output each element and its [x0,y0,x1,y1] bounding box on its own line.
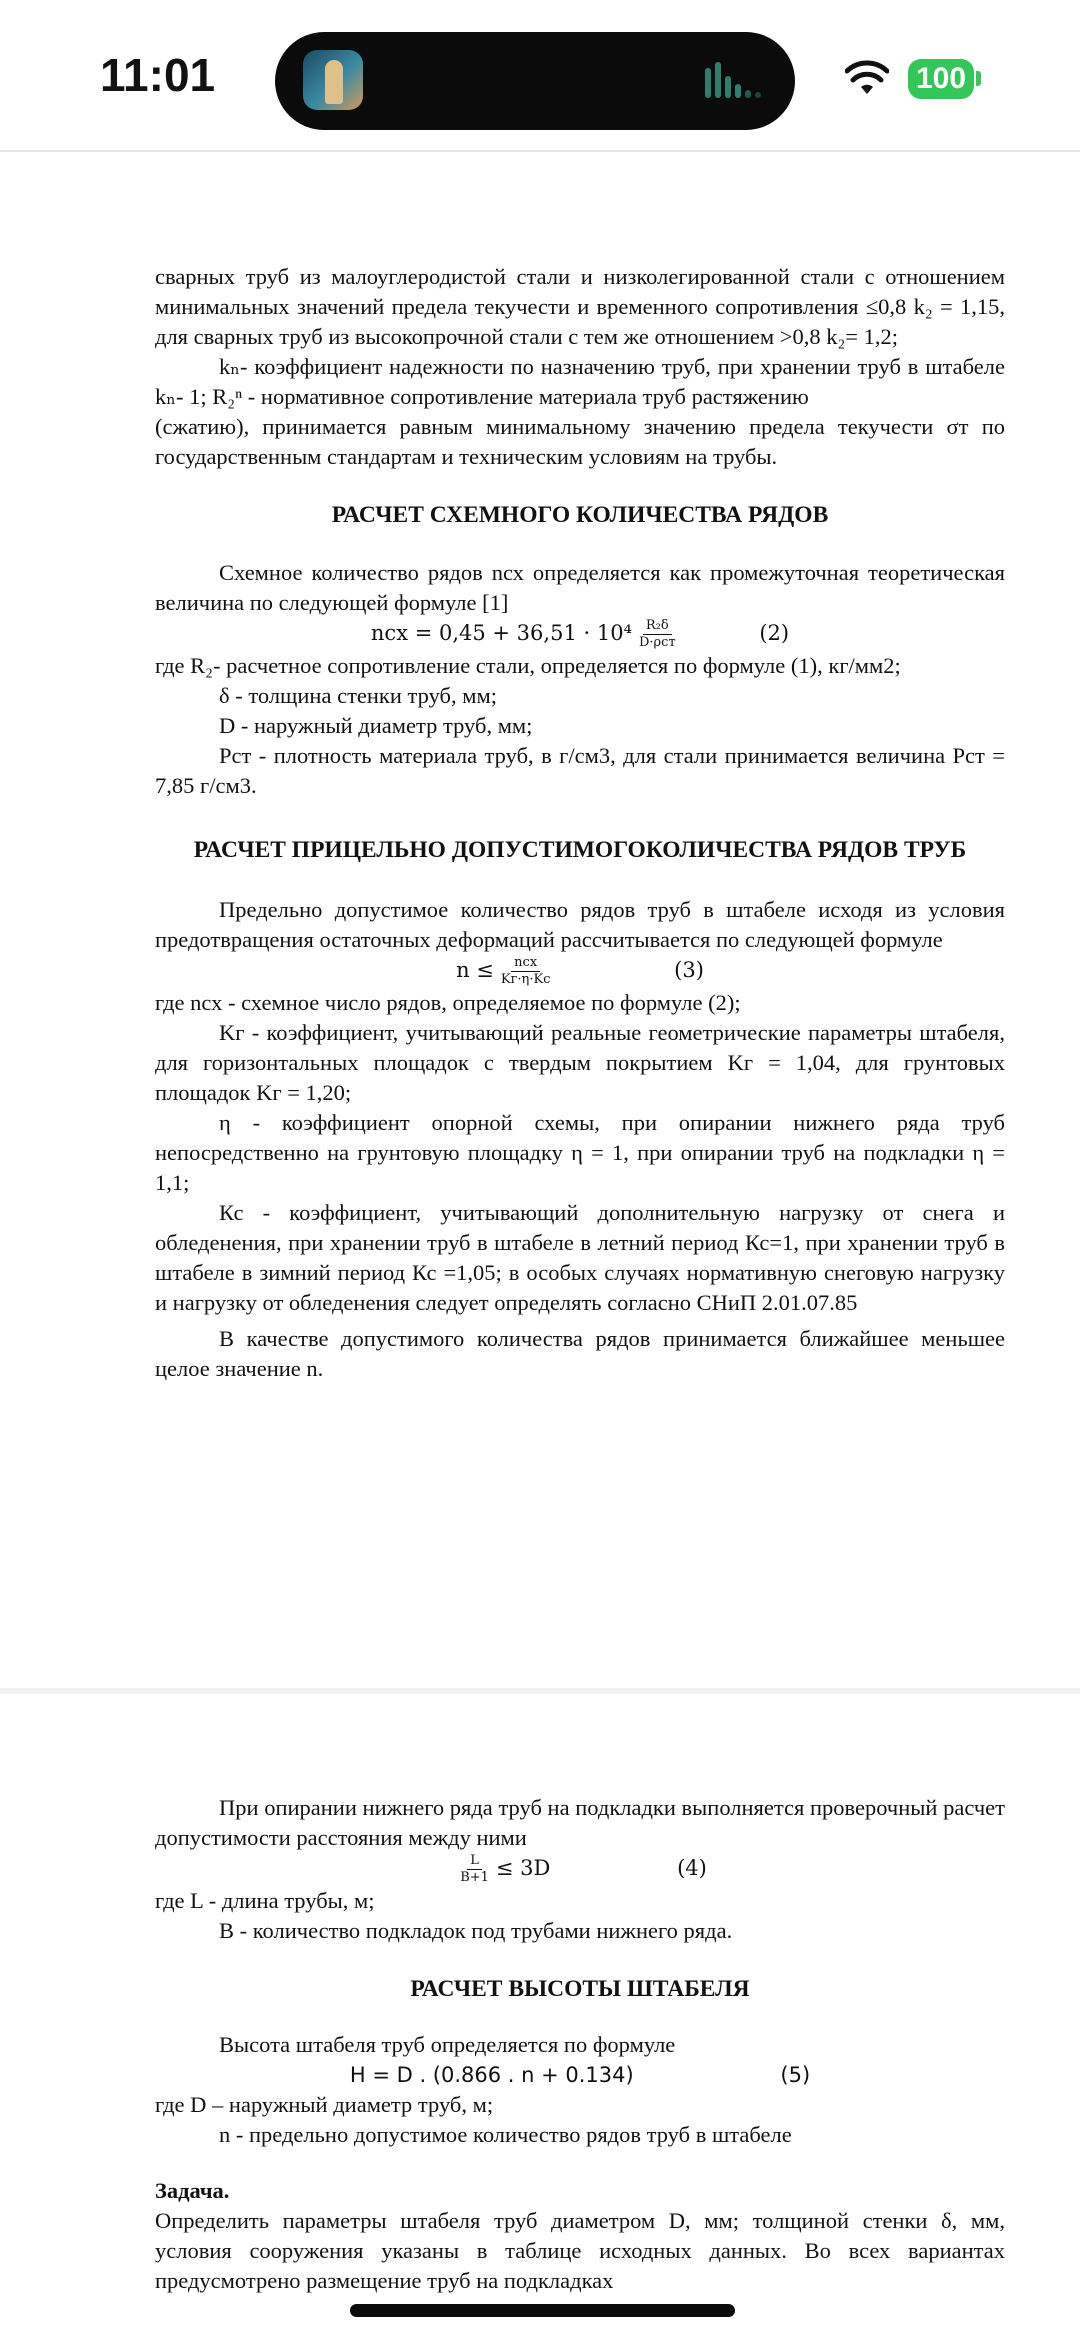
page-separator [0,1688,1080,1694]
paragraph: где nсх - схемное число рядов, определяемое по формуле (2); [155,990,741,1015]
now-playing-thumbnail[interactable] [303,50,363,110]
paragraph: Kг - коэффициент, учитывающий реальные геометрические параметры штабеля, для горизонтальных площадок с твердым покрытием Kг = 1,04, для грунтовых площадок Kг = 1,20; [155,1020,1005,1105]
formula-expression: nсх = 0,45 + 36,51 · 10⁴ [370,621,632,645]
formula-expression: n ≤ [456,958,494,982]
paragraph: D - наружный диаметр труб, мм; [219,713,533,738]
paragraph: В - количество подкладок под трубами нижнего ряда. [219,1918,733,1943]
home-indicator[interactable] [350,2304,735,2317]
paragraph: Схемное количество рядов nсх определяется как промежуточная теоретическая величина по следующей формуле [1] [155,560,1005,615]
section-heading: РАСЧЕТ СХЕМНОГО КОЛИЧЕСТВА РЯДОВ [331,502,829,528]
paragraph: где D – наружный диаметр труб, м; [155,2092,494,2117]
task-text: Определить параметры штабеля труб диаметром D, мм; толщиной стенки δ, мм, условия сооружения указаны в таблице исходных данных. Во всех вариантах предусмотрено размещение труб на подкладках [155,2208,1005,2293]
fraction-numerator: R₂δ [643,618,672,635]
clock: 11:01 [100,49,216,101]
section-heading: РАСЧЕТ ВЫСОТЫ ШТАБЕЛЯ [410,1976,750,2002]
fraction [457,1853,492,1886]
paragraph: При опирании нижнего ряда труб на подкладки выполняется проверочный расчет допустимости расстояния между ними [155,1795,1005,1850]
fraction-numerator: L [467,1853,482,1870]
paragraph: δ - толщина стенки труб, мм; [219,683,497,708]
status-bar [0,0,1080,152]
paragraph: Кс - коэффициент, учитывающий дополнительную нагрузку от снега и обледенения, при хранении труб в штабеле в летний период Кс=1, при хранении труб в штабеле в зимний период Кс =1,05; в особых случаях нормативную снеговую нагрузку и нагрузку от обледенения следует определять согласно СНиП 2.01.07.85 [155,1200,1005,1315]
fraction-denominator: B+1 [460,1870,489,1885]
fraction [636,618,679,651]
paragraph: n - предельно допустимое количество рядов труб в штабеле [219,2122,792,2147]
paragraph: где R₂- расчетное сопротивление стали, определяется по формуле (1), кг/мм2; [155,653,901,678]
formula-2 [155,618,1005,651]
paragraph: Предельно допустимое количество рядов труб в штабеле исходя из условия предотвращения остаточных деформаций рассчитывается по следующей формуле [155,897,1005,952]
paragraph: (сжатию), принимается равным минимальному значению предела текучести σт по государственным стандартам и техническим условиям на трубы. [155,414,1005,469]
formula-expression: ≤ 3D [495,1856,551,1880]
formula-number: (3) [674,958,704,982]
paragraph: Рст - плотность материала труб, в г/см3, для стали принимается величина Рст = 7,85 г/см3. [155,743,1005,798]
paragraph: В качестве допустимого количества рядов принимается ближайшее меньшее целое значение n. [155,1326,1005,1381]
wifi-icon [845,60,889,96]
formula-3 [155,955,1005,988]
task-title: Задача. [155,2178,230,2203]
battery-icon: 100 [908,59,974,99]
paragraph: Высота штабеля труб определяется по формуле [219,2032,676,2057]
paragraph: kₙ- коэффициент надежности по назначению труб, при хранении труб в штабеле kₙ- 1; R₂ⁿ - нормативное сопротивление материала труб растяжению [155,354,1005,409]
formula-expression: H = D . (0.866 . n + 0.134) [349,2063,634,2087]
paragraph: η - коэффициент опорной схемы, при опирании нижнего ряда труб непосредственно на грунтовую площадку η = 1, при опирании труб на подкладки η = 1,1; [155,1110,1005,1195]
fraction-denominator: Kг·η·Kс [500,972,551,987]
battery-tip [976,71,981,86]
formula-number: (5) [780,2063,811,2087]
fraction-denominator: D·ρст [638,635,676,650]
formula-5 [155,2060,1005,2090]
document-page-2 [155,1793,1005,2296]
fraction-numerator: nсх [511,955,540,972]
paragraph: сварных труб из малоуглеродистой стали и низколегированной стали с отношением минимальных значений предела текучести и временного сопротивления ≤0,8 k₂ = 1,15, для сварных труб из высокопрочной стали с тем же отношением >0,8 k₂= 1,2; [155,264,1005,349]
audio-waveform-icon [705,62,769,98]
paragraph: где L - длина трубы, м; [155,1888,375,1913]
formula-4 [155,1853,1005,1886]
formula-number: (2) [759,621,790,645]
fraction [498,955,554,988]
document-page-1 [155,262,1005,1384]
section-heading: РАСЧЕТ ПРИЦЕЛЬНО ДОПУСТИМОГОКОЛИЧЕСТВА РЯДОВ ТРУБ [193,837,967,863]
formula-number: (4) [677,1856,707,1880]
